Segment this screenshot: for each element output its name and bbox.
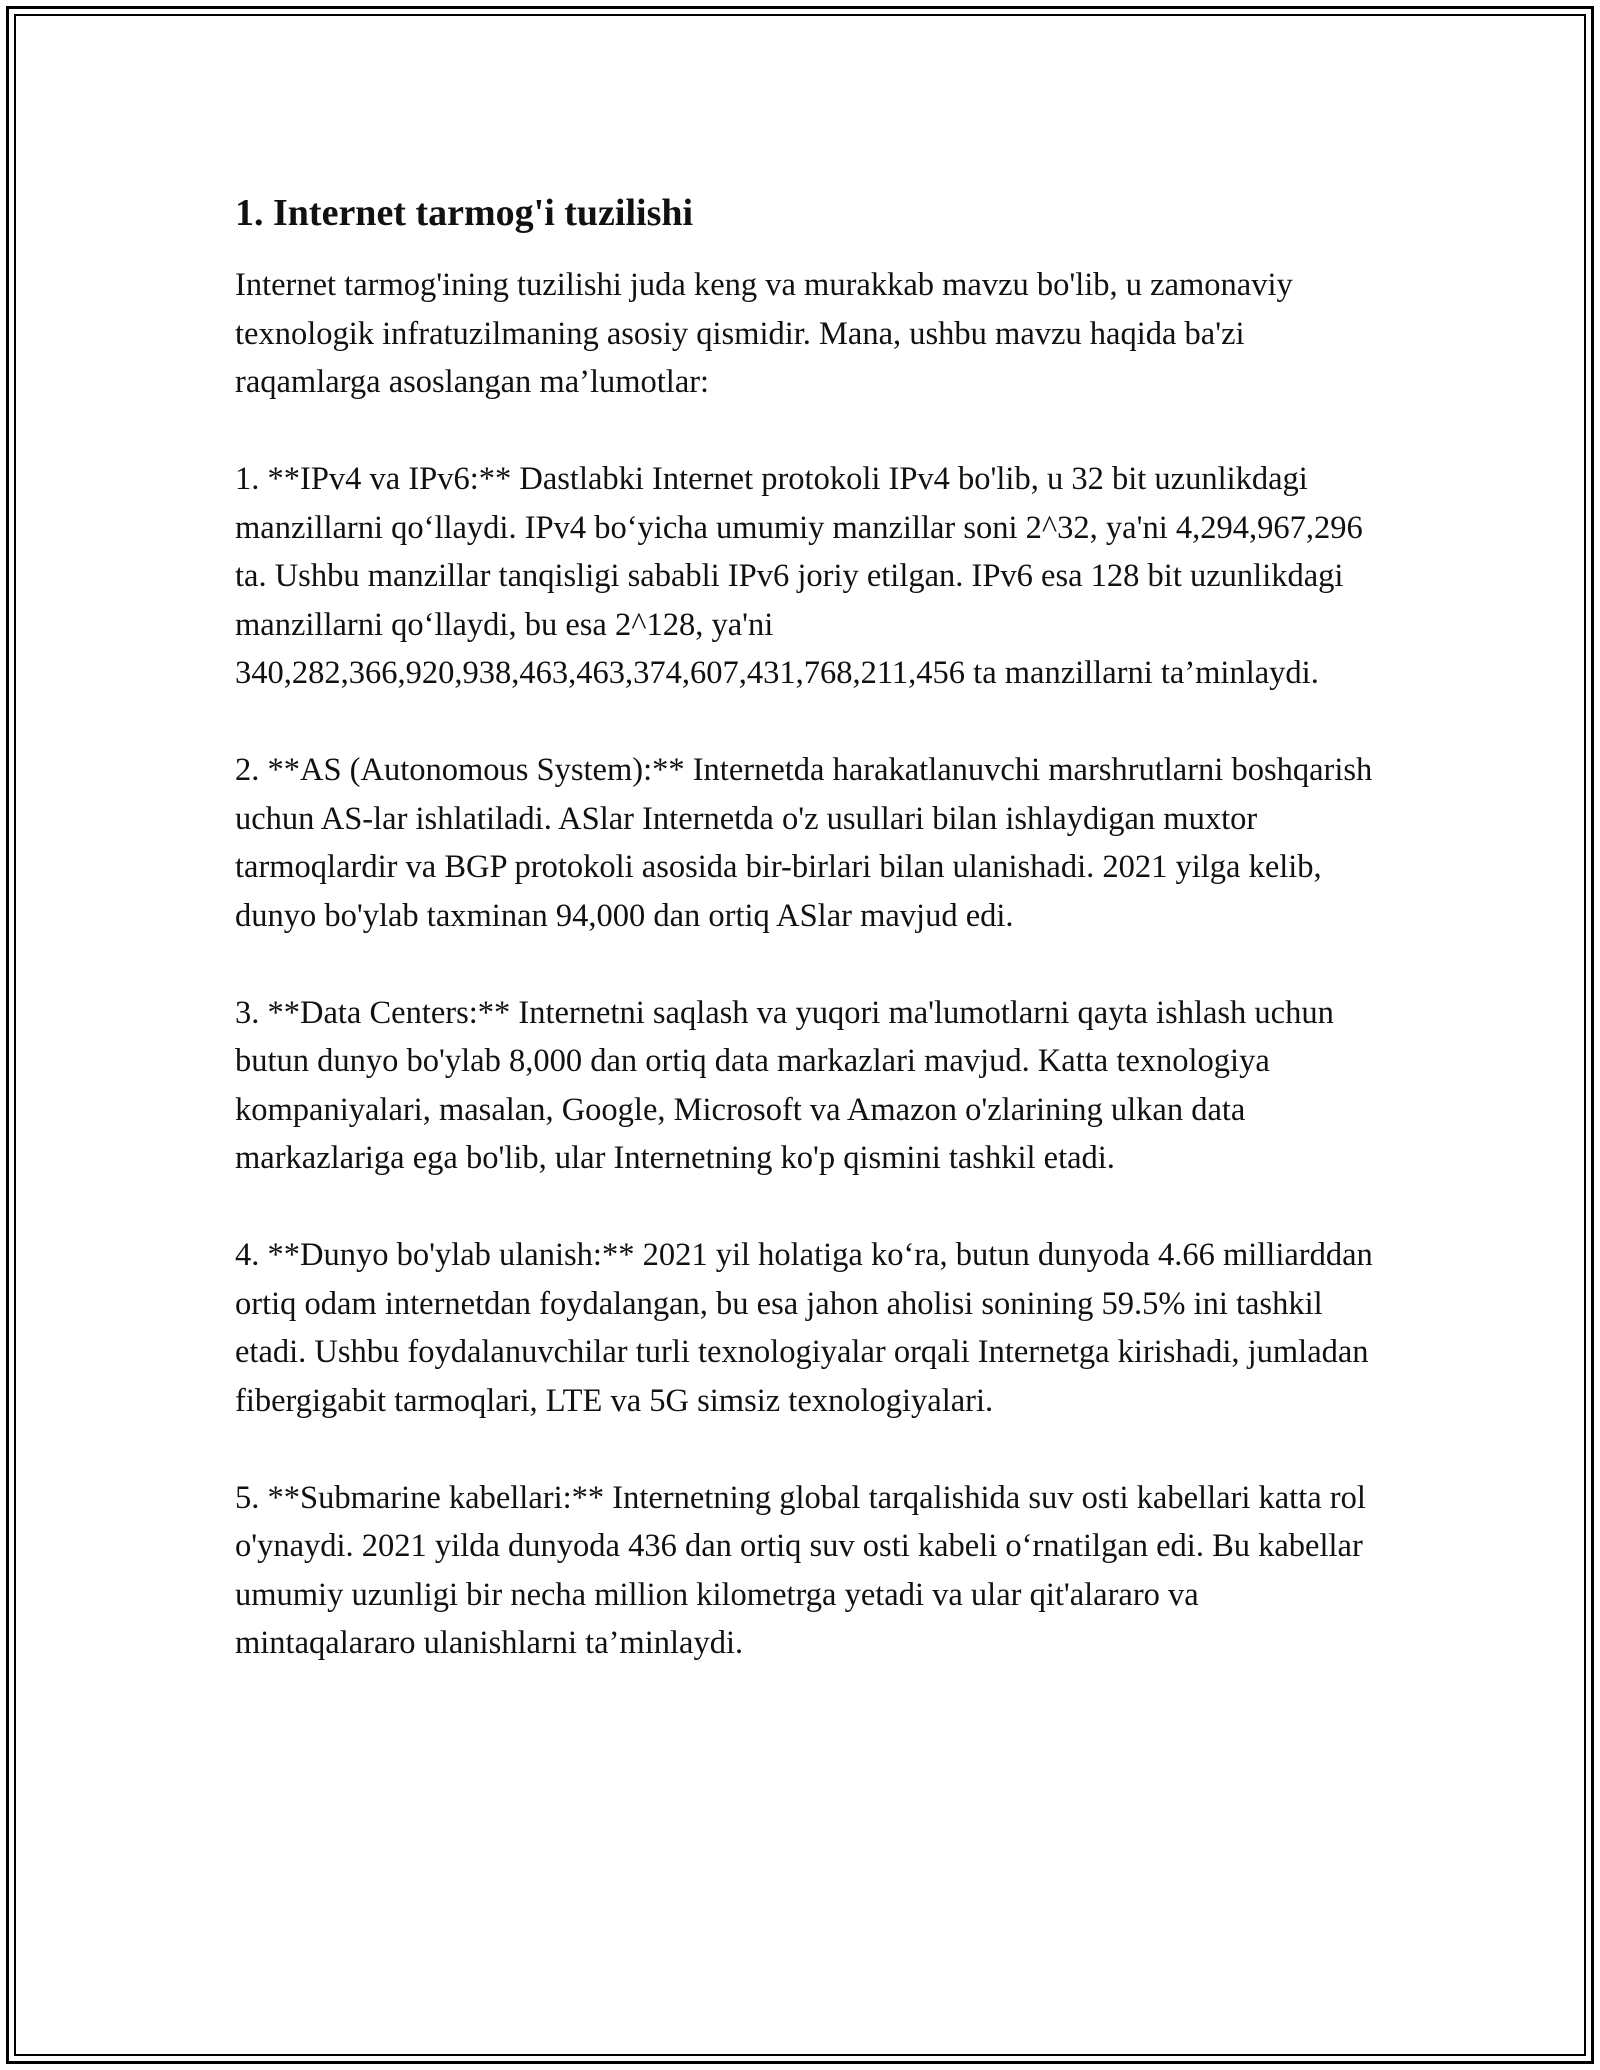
document-title: 1. Internet tarmog'i tuzilishi: [235, 192, 694, 234]
document-body: [235, 188, 1375, 1716]
paragraph-submarine-cables: 5. **Submarine kabellari:** Internetning global tarqalishida suv osti kabellari katta rol o'ynaydi. 2021 yilda dunyoda 436 dan ortiq suv osti kabeli o‘rnatilgan edi. Bu kabellar umumiy uzunligi bir necha million kilometrga yetadi va ular qit'alararo va mintaqalararo ulanishlarni ta’minlaydi.: [235, 1479, 1366, 1661]
paragraph-autonomous-system: 2. **AS (Autonomous System):** Internetda harakatlanuvchi marshrutlarni boshqarish uchun AS-lar ishlatiladi. ASlar Internetda o'z usullari bilan ishlaydigan muxtor tarmoqlardir va BGP protokoli asosida bir-birlari bilan ulanishadi. 2021 yilga kelib, dunyo bo'ylab taxminan 94,000 dan ortiq ASlar mavjud edi.: [235, 752, 1373, 934]
paragraph-intro: Internet tarmog'ining tuzilishi juda keng va murakkab mavzu bo'lib, u zamonaviy texnologik infratuzilmaning asosiy qismidir. Mana, ushbu mavzu haqida ba'zi raqamlarga asoslangan ma’lumotlar:: [235, 267, 1293, 400]
paragraph-data-centers: 3. **Data Centers:** Internetni saqlash va yuqori ma'lumotlarni qayta ishlash uchun butun dunyo bo'ylab 8,000 dan ortiq data markazlari mavjud. Katta texnologiya kompaniyalari, masalan, Google, Microsoft va Amazon o'zlarining ulkan data markazlariga ega bo'lib, ular Internetning ko'p qismini tashkil etadi.: [235, 994, 1334, 1176]
paragraph-global-connectivity: 4. **Dunyo bo'ylab ulanish:** 2021 yil holatiga ko‘ra, butun dunyoda 4.66 milliarddan ortiq odam internetdan foydalangan, bu esa jahon aholisi sonining 59.5% ini tashkil etadi. Ushbu foydalanuvchilar turli texnologiyalar orqali Internetga kirishadi, jumladan fibergigabit tarmoqlari, LTE va 5G simsiz texnologiyalari.: [235, 1237, 1373, 1419]
paragraph-ipv4-ipv6: 1. **IPv4 va IPv6:** Dastlabki Internet protokoli IPv4 bo'lib, u 32 bit uzunlikdagi manzillarni qo‘llaydi. IPv4 bo‘yicha umumiy manzillar soni 2^32, ya'ni 4,294,967,296 ta. Ushbu manzillar tanqisligi sababli IPv6 joriy etilgan. IPv6 esa 128 bit uzunlikdagi manzillarni qo‘llaydi, bu esa 2^128, ya'ni 340,282,366,920,938,463,463,374,607,431,768,211,456 ta manzillarni ta’minlaydi.: [235, 461, 1363, 691]
